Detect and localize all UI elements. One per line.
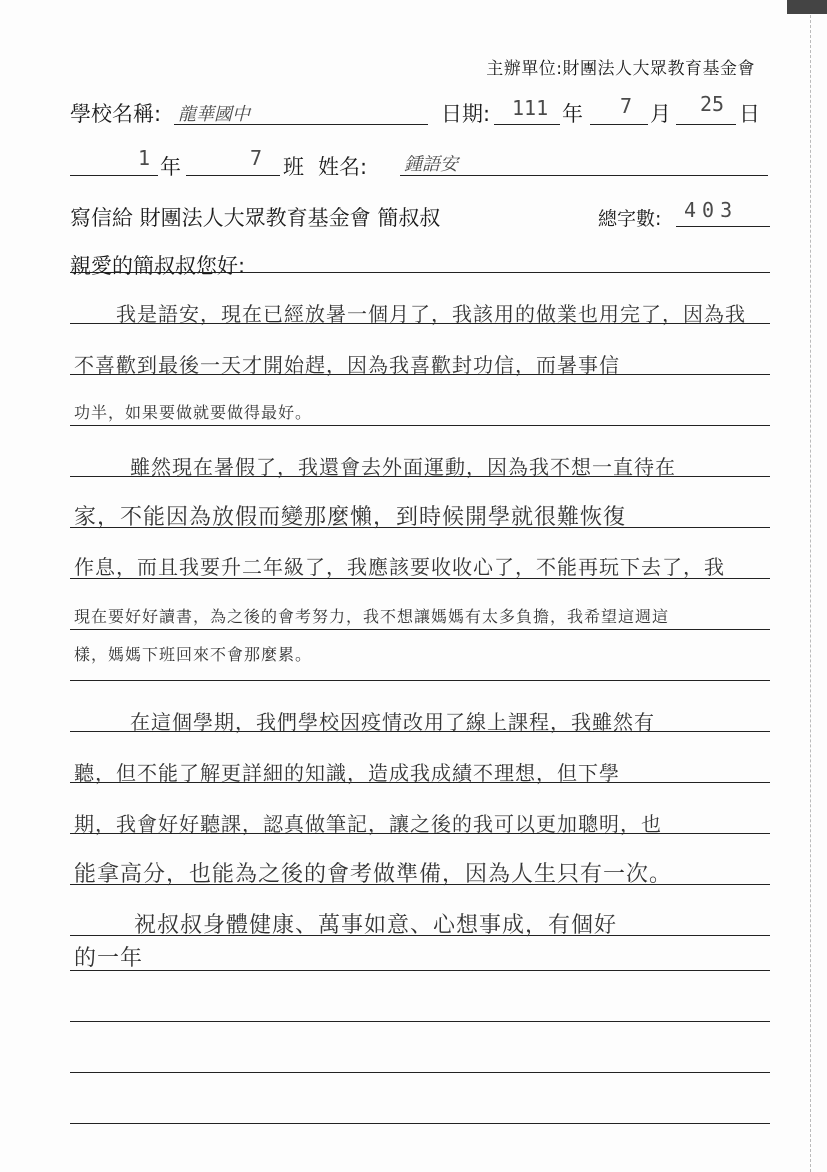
- letter-line: 在這個學期，我們學校因疫情改用了線上課程，我雖然有: [130, 710, 655, 734]
- day-underline: [676, 124, 736, 125]
- school-label: 學校名稱:: [70, 102, 162, 126]
- ruled-line: [70, 1021, 770, 1022]
- word-count-value[interactable]: 403: [684, 198, 739, 222]
- organizer-label: 主辦單位:財團法人大眾教育基金會: [486, 59, 755, 79]
- letter-line: 的一年: [74, 946, 144, 971]
- letter-line: 聽，但不能了解更詳細的知識，造成我成績不理想，但下學: [74, 761, 620, 785]
- letter-line: 作息，而且我要升二年級了，我應該要收收心了，不能再玩下去了，我: [74, 555, 725, 579]
- ruled-line: [70, 680, 770, 681]
- page-corner-mark: [787, 0, 827, 14]
- day-value[interactable]: 25: [700, 92, 725, 116]
- recipient-label: 寫信給 財團法人大眾教育基金會 簡叔叔: [70, 206, 441, 230]
- letter-line: 不喜歡到最後一天才開始趕，因為我喜歡封功信，而暑事信: [74, 353, 620, 377]
- ruled-line: [70, 272, 770, 273]
- grade-label: 年: [160, 155, 181, 179]
- year-underline: [494, 124, 560, 125]
- school-value[interactable]: 龍華國中: [178, 104, 250, 125]
- letter-line: 祝叔叔身體健康、萬事如意、心想事成，有個好: [134, 913, 618, 938]
- ruled-line: [70, 629, 770, 630]
- month-label: 月: [650, 102, 671, 126]
- grade-value[interactable]: 1: [138, 146, 151, 170]
- page-edge: [810, 0, 827, 1172]
- letter-line: 樣，媽媽下班回來不會那麼累。: [74, 645, 313, 664]
- ruled-line: [70, 425, 770, 426]
- class-underline: [186, 175, 280, 176]
- letter-line: 現在要好好讀書，為之後的會考努力，我不想讓媽媽有太多負擔，我希望這週這: [74, 607, 670, 626]
- month-value[interactable]: 7: [620, 94, 633, 118]
- date-label: 日期:: [441, 102, 491, 126]
- grade-underline: [70, 175, 158, 176]
- greeting-text: 親愛的簡叔叔您好:: [70, 254, 246, 278]
- year-label: 年: [562, 102, 583, 126]
- word-count-underline: [676, 226, 770, 227]
- class-label: 班: [283, 155, 304, 179]
- letter-line: 家，不能因為放假而變那麼懶，到時候開學就很難恢復: [74, 505, 627, 530]
- name-label: 姓名:: [318, 155, 368, 179]
- letter-line: 能拿高分，也能為之後的會考做準備，因為人生只有一次。: [74, 862, 673, 887]
- month-underline: [590, 124, 648, 125]
- ruled-line: [70, 1072, 770, 1073]
- word-count-label: 總字數:: [598, 208, 662, 230]
- day-label: 日: [739, 102, 760, 126]
- year-value[interactable]: 111: [512, 96, 549, 120]
- letter-line: 雖然現在暑假了，我還會去外面運動，因為我不想一直待在: [130, 455, 676, 479]
- letter-line: 期，我會好好聽課，認真做筆記，讓之後的我可以更加聰明，也: [74, 812, 662, 836]
- class-value[interactable]: 7: [250, 146, 263, 170]
- ruled-line: [70, 1123, 770, 1124]
- letter-line: 我是語安，現在已經放暑一個月了，我該用的做業也用完了，因為我: [116, 302, 746, 326]
- letter-line: 功半，如果要做就要做得最好。: [74, 403, 313, 422]
- name-value[interactable]: 鍾語安: [404, 154, 458, 175]
